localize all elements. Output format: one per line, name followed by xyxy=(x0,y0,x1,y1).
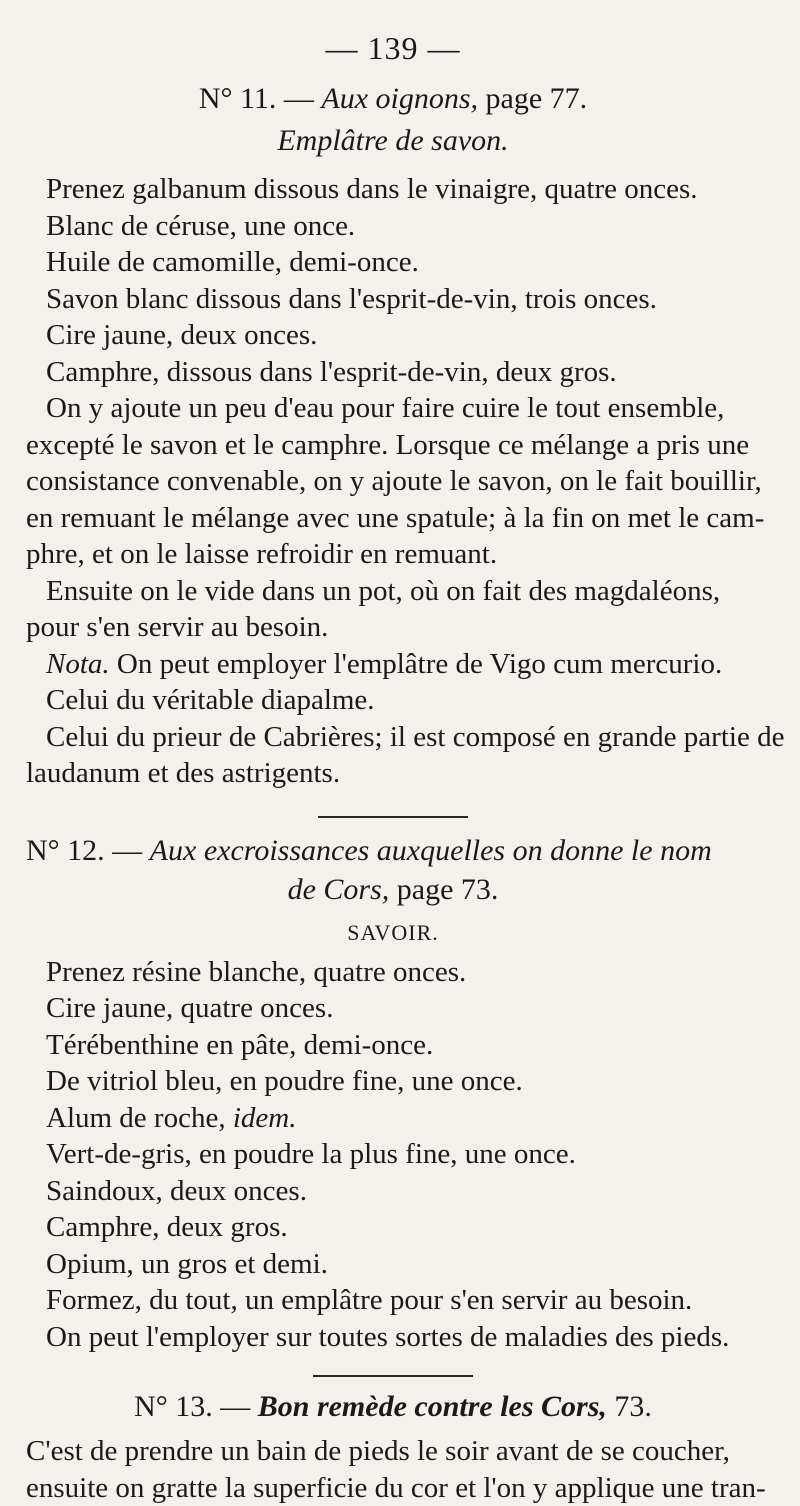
alum-text: Alum de roche, xyxy=(46,1102,233,1134)
alum-line xyxy=(26,1100,760,1137)
text-line: On peut l'employer sur toutes sortes de maladies des pieds. xyxy=(26,1319,760,1356)
text-line: Prenez résine blanche, quatre onces. xyxy=(26,954,760,991)
text-line: phre, et on le laisse refroidir en remuant. xyxy=(26,536,760,573)
text-line: Camphre, deux gros. xyxy=(26,1209,760,1246)
section-13-number: N° 13. xyxy=(134,1390,213,1423)
text-line: excepté le savon et le camphre. Lorsque ce mélange a pris une xyxy=(26,427,760,464)
text-line: ensuite on gratte la superficie du cor et l'on y applique une tran- xyxy=(26,1470,760,1506)
text-line: Prenez galbanum dissous dans le vinaigre, quatre onces. xyxy=(26,171,760,208)
text-line: Savon blanc dissous dans l'esprit-de-vin, trois onces. xyxy=(26,281,760,318)
text-line: Huile de camomille, demi-once. xyxy=(26,244,760,281)
section-13-heading xyxy=(26,1387,760,1427)
page-number: — 139 — xyxy=(26,30,760,67)
section-13-page-ref: 73. xyxy=(607,1390,652,1423)
text-line: Formez, du tout, un emplâtre pour s'en servir au besoin. xyxy=(26,1282,760,1319)
text-line: Camphre, dissous dans l'esprit-de-vin, deux gros. xyxy=(26,354,760,391)
text-line: Celui du prieur de Cabrières; il est composé en grande partie de xyxy=(26,719,760,756)
text-line: On y ajoute un peu d'eau pour faire cuire le tout ensemble, xyxy=(26,390,760,427)
section-11-number: N° 11. xyxy=(199,82,277,115)
nota-label: Nota. xyxy=(46,648,110,680)
section-11-page-ref: page 77. xyxy=(478,82,587,115)
text-line: Cire jaune, deux onces. xyxy=(26,317,760,354)
text-line: De vitriol bleu, en poudre fine, une once. xyxy=(26,1063,760,1100)
section-12-title: Aux excroissances auxquelles on donne le nom xyxy=(150,834,712,867)
text-line: Opium, un gros et demi. xyxy=(26,1246,760,1283)
section-12-page-ref: page 73. xyxy=(389,873,498,906)
section-12-title-cont: de Cors, xyxy=(288,873,390,906)
section-13-title: Bon remède contre les Cors, xyxy=(258,1390,607,1423)
section-12-heading-line2 xyxy=(26,870,760,910)
section-11-body xyxy=(26,171,760,792)
section-11-dash: — xyxy=(276,82,321,115)
section-13-body xyxy=(26,1433,760,1506)
text-line: Saindoux, deux onces. xyxy=(26,1173,760,1210)
savoir-label: SAVOIR. xyxy=(26,916,760,950)
text-line: pour s'en servir au besoin. xyxy=(26,609,760,646)
section-13-dash: — xyxy=(213,1390,258,1423)
section-11-title: Aux oignons, xyxy=(321,82,478,115)
alum-idem: idem. xyxy=(233,1102,297,1134)
section-11-subtitle: Emplâtre de savon. xyxy=(26,119,760,163)
text-line: Cire jaune, quatre onces. xyxy=(26,990,760,1027)
section-12-number: N° 12. xyxy=(26,834,105,867)
section-11-heading xyxy=(26,79,760,119)
section-divider xyxy=(318,816,468,818)
text-line: Blanc de céruse, une once. xyxy=(26,208,760,245)
section-12-heading xyxy=(26,832,760,870)
text-line: consistance convenable, on y ajoute le savon, on le fait bouillir, xyxy=(26,463,760,500)
text-line: Térébenthine en pâte, demi-once. xyxy=(26,1027,760,1064)
nota-text: On peut employer l'emplâtre de Vigo cum mercurio. xyxy=(110,648,723,680)
section-divider xyxy=(313,1375,473,1377)
text-line: Ensuite on le vide dans un pot, où on fait des magdaléons, xyxy=(26,573,760,610)
nota-line xyxy=(26,646,760,683)
text-line: en remuant le mélange avec une spatule; à la fin on met le cam- xyxy=(26,500,760,537)
section-12-dash: — xyxy=(105,834,150,867)
text-line: laudanum et des astrigents. xyxy=(26,755,760,792)
text-line: Vert-de-gris, en poudre la plus fine, une once. xyxy=(26,1136,760,1173)
section-12-body xyxy=(26,954,760,1356)
text-line: C'est de prendre un bain de pieds le soir avant de se coucher, xyxy=(26,1433,760,1470)
text-line: Celui du véritable diapalme. xyxy=(26,682,760,719)
